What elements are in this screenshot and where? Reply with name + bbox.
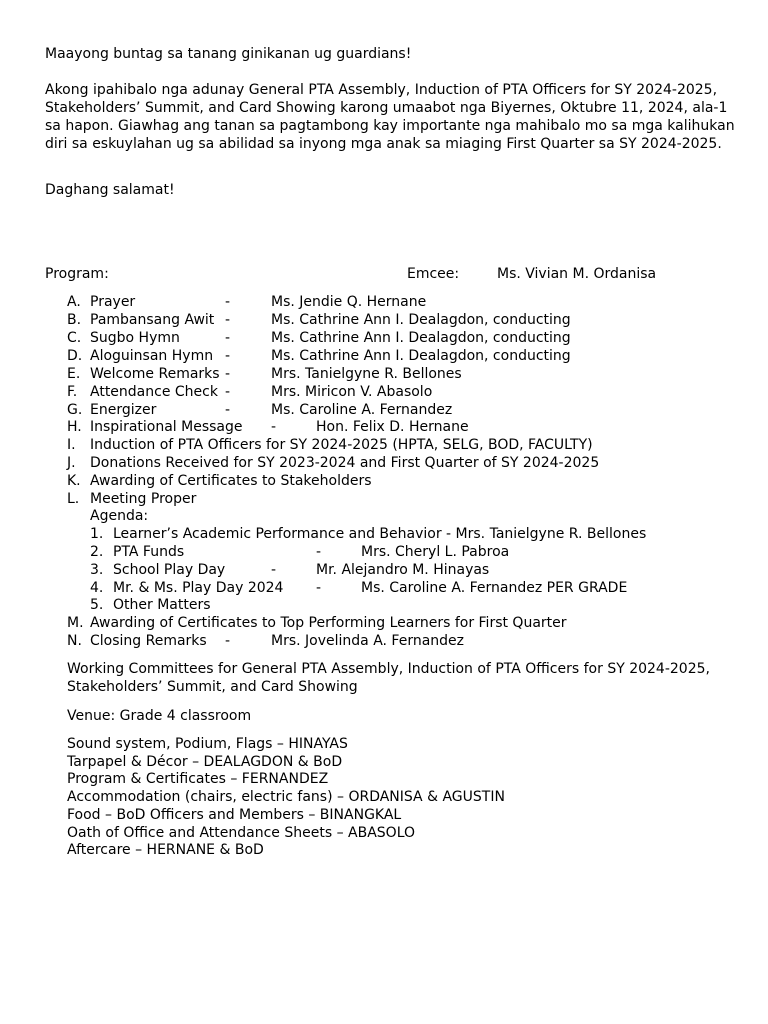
- program-item-dash: -: [225, 294, 231, 310]
- announcement-paragraph: Akong ipahibalo nga adunay General PTA Assembly, Induction of PTA Officers for SY 2024-2025, Stakeholders’ Summit, and Card Showing karong umaabot nga Biyernes, Oktubre 11, 2024, ala-1 sa hapon. Giawhag ang tanan sa pagtambong kay importante nga mahibalo mo sa mga kalihukan diri sa eskuylahan ug sa abilidad sa inyong mga anak sa miaging First Quarter sa SY 2024-2025.: [45, 82, 735, 152]
- program-item-person: Mrs. Tanielgyne R. Bellones: [271, 366, 462, 382]
- agenda-item-title: Mr. & Ms. Play Day 2024: [113, 580, 284, 596]
- program-item-dash: -: [225, 402, 231, 418]
- agenda-item-person: Ms. Caroline A. Fernandez PER GRADE: [361, 580, 628, 596]
- program-item-title: Pambansang Awit: [90, 312, 215, 328]
- program-item-letter: F.: [67, 384, 78, 400]
- program-item-person: Ms. Cathrine Ann I. Dealagdon, conducting: [271, 348, 571, 364]
- emcee-name: Ms. Vivian M. Ordanisa: [497, 266, 657, 282]
- agenda-item-number: 3.: [90, 562, 104, 578]
- program-item-letter: M.: [67, 615, 84, 631]
- program-item-letter: D.: [67, 348, 83, 364]
- program-item-title: Attendance Check: [90, 384, 218, 400]
- agenda-item-person: Mrs. Cheryl L. Pabroa: [361, 544, 510, 560]
- program-item-title: Aloguinsan Hymn: [90, 348, 214, 364]
- program-item-letter: N.: [67, 633, 82, 649]
- program-item-dash: -: [225, 348, 231, 364]
- program-label: Program:: [45, 266, 109, 282]
- committee-item: Oath of Office and Attendance Sheets – ABASOLO: [67, 825, 416, 841]
- greeting: Maayong buntag sa tanang ginikanan ug guardians!: [45, 46, 412, 62]
- program-item-title: Inspirational Message: [90, 419, 243, 435]
- program-item-dash: -: [225, 633, 231, 649]
- program-item-letter: E.: [67, 366, 81, 382]
- program-item-title: Closing Remarks: [90, 633, 207, 649]
- program-item-dash: -: [225, 330, 231, 346]
- program-item-title: Energizer: [90, 402, 157, 418]
- agenda-item-title: School Play Day: [113, 562, 226, 578]
- program-item-letter: A.: [67, 294, 81, 310]
- agenda-item-dash: -: [316, 580, 322, 596]
- agenda-item-number: 5.: [90, 597, 104, 613]
- program-item-title: Sugbo Hymn: [90, 330, 180, 346]
- committee-item: Program & Certificates – FERNANDEZ: [67, 771, 329, 787]
- agenda-item-title: Other Matters: [113, 597, 211, 613]
- committee-item: Aftercare – HERNANE & BoD: [67, 842, 264, 858]
- committee-item: Tarpapel & Décor – DEALAGDON & BoD: [67, 754, 343, 770]
- program-item-person: Mrs. Miricon V. Abasolo: [271, 384, 433, 400]
- program-item-person: Ms. Jendie Q. Hernane: [271, 294, 427, 310]
- program-item-letter: G.: [67, 402, 83, 418]
- committee-item: Sound system, Podium, Flags – HINAYAS: [67, 736, 348, 752]
- program-item-letter: J.: [67, 455, 76, 471]
- program-item-person: Ms. Cathrine Ann I. Dealagdon, conducting: [271, 330, 571, 346]
- agenda-item-title: Learner’s Academic Performance and Behavior - Mrs. Tanielgyne R. Bellones: [113, 526, 647, 542]
- program-item-letter: K.: [67, 473, 81, 489]
- program-item-person: Ms. Cathrine Ann I. Dealagdon, conducting: [271, 312, 571, 328]
- agenda-item-number: 4.: [90, 580, 104, 596]
- committees-heading-line-1: Working Committees for General PTA Assembly, Induction of PTA Officers for SY 2024-2025,: [67, 661, 710, 677]
- program-item-letter: L.: [67, 491, 80, 507]
- agenda-item-number: 1.: [90, 526, 104, 542]
- agenda-item-number: 2.: [90, 544, 104, 560]
- program-item-title: Donations Received for SY 2023-2024 and First Quarter of SY 2024-2025: [90, 455, 600, 471]
- emcee-label: Emcee:: [407, 266, 460, 282]
- venue: Venue: Grade 4 classroom: [67, 708, 252, 724]
- committee-item: Food – BoD Officers and Members – BINANGKAL: [67, 807, 402, 823]
- agenda-item-person: Mr. Alejandro M. Hinayas: [316, 562, 490, 578]
- committee-item: Accommodation (chairs, electric fans) – ORDANISA & AGUSTIN: [67, 789, 505, 805]
- program-item-letter: H.: [67, 419, 82, 435]
- program-item-letter: C.: [67, 330, 82, 346]
- program-item-dash: -: [271, 419, 277, 435]
- agenda-item-title: PTA Funds: [113, 544, 185, 560]
- program-item-letter: I.: [67, 437, 76, 453]
- program-item-person: Ms. Caroline A. Fernandez: [271, 402, 453, 418]
- program-item-title: Induction of PTA Officers for SY 2024-2025 (HPTA, SELG, BOD, FACULTY): [90, 437, 593, 453]
- program-item-dash: -: [225, 366, 231, 382]
- thanks: Daghang salamat!: [45, 182, 175, 198]
- program-item-person: Mrs. Jovelinda A. Fernandez: [271, 633, 465, 649]
- program-item-person: Hon. Felix D. Hernane: [316, 419, 469, 435]
- program-item-title: Welcome Remarks: [90, 366, 220, 382]
- program-item-title: Prayer: [90, 294, 136, 310]
- program-item-dash: -: [225, 312, 231, 328]
- agenda-label: Agenda:: [90, 508, 149, 524]
- program-item-dash: -: [225, 384, 231, 400]
- program-item-letter: B.: [67, 312, 82, 328]
- program-item-title: Awarding of Certificates to Stakeholders: [90, 473, 372, 489]
- agenda-item-dash: -: [316, 544, 322, 560]
- committees-heading-line-2: Stakeholders’ Summit, and Card Showing: [67, 679, 358, 695]
- program-item-title: Awarding of Certificates to Top Performing Learners for First Quarter: [90, 615, 567, 631]
- agenda-item-dash: -: [271, 562, 277, 578]
- program-item-title: Meeting Proper: [90, 491, 197, 507]
